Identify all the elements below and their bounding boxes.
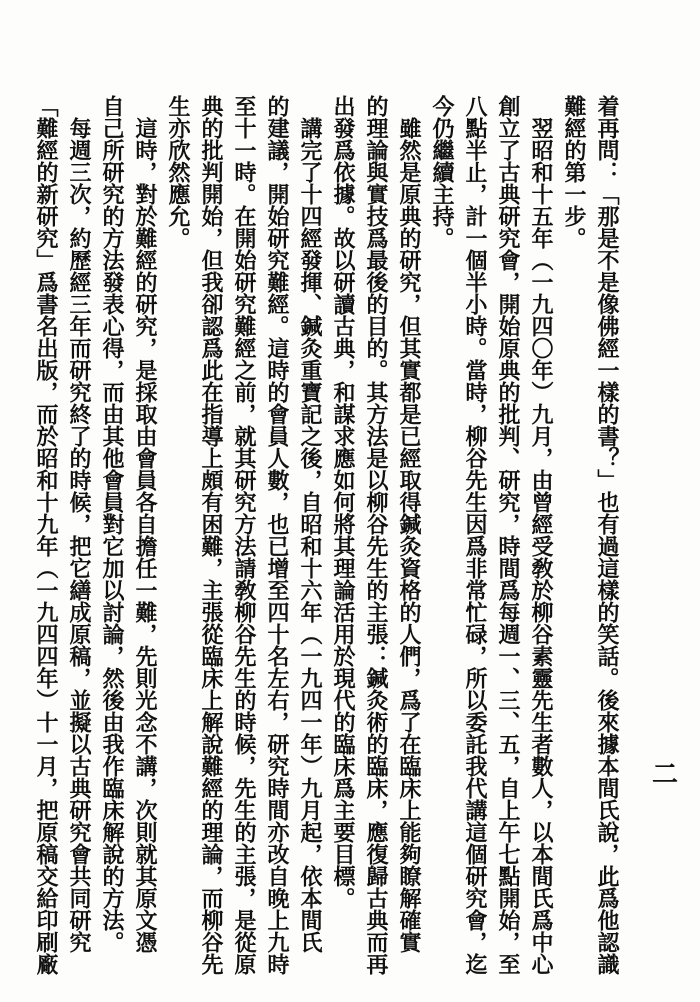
text-column: 着再問：「那是不是像佛經一樣的書？」也有過這樣的笑話。後來據本間氏說，此爲他認識 <box>594 95 620 975</box>
text-column: 講完了十四經發揮、鍼灸重寶記之後，自昭和十六年（一九四一年）九月起，依本間氏 <box>297 95 323 953</box>
text-column: 這時，對於難經的研究，是採取由會員各自擔任一難，先則光念不講，次則就其原文憑 <box>132 95 158 953</box>
text-column: 「難經的新研究」爲書名出版，而於昭和十九年（一九四四年）十一月，把原稿交給印刷廠 <box>33 95 59 975</box>
text-column: 翌昭和十五年（一九四〇年）九月，由曾經受敎於柳谷素靈先生者數人，以本間氏爲中心 <box>528 95 554 975</box>
text-column: 的理論與實技爲最後的目的。其方法是以柳谷先生的主張：鍼灸術的臨床，應復歸古典而再 <box>363 95 389 975</box>
text-column: 的建議，開始研究難經。這時的會員人數，也已增至四十名左右，研究時間亦改自晚上九時 <box>264 95 290 975</box>
text-column: 難經的第一步。 <box>561 95 587 249</box>
text-column: 創立了古典研究會，開始原典的批判、研究，時間爲每週一、三、五，自上午七點開始，至 <box>495 95 521 975</box>
text-column: 雖然是原典的研究，但其實都是已經取得鍼灸資格的人們，爲了在臨床上能夠瞭解確實 <box>396 95 422 953</box>
text-column: 自己所研究的方法發表心得，而由其他會員對它加以討論，然後由我作臨床解說的方法。 <box>99 95 125 953</box>
page-number: 二 <box>652 760 679 790</box>
text-column: 典的批判開始，但我卻認爲此在指導上頗有困難，主張從臨床上解說難經的理論，而柳谷先 <box>198 95 224 975</box>
text-column: 八點半止，計一個半小時。當時，柳谷先生因爲非常忙碌，所以委託我代講這個研究會，迄 <box>462 95 488 975</box>
text-column: 每週三次，約歷經三年而研究終了的時候，把它繕成原稿，並擬以古典研究會共同研究 <box>66 95 92 953</box>
text-column: 至十一時。在開始研究難經之前，就其研究方法請敎柳谷先生的時候，先生的主張，是從原 <box>231 95 257 975</box>
text-column: 出發爲依據。故以研讀古典，和謀求應如何將其理論活用於現代的臨床爲主要目標。 <box>330 95 356 909</box>
text-column: 生亦欣然應允。 <box>165 95 191 249</box>
text-column: 今仍繼續主持。 <box>429 95 455 249</box>
